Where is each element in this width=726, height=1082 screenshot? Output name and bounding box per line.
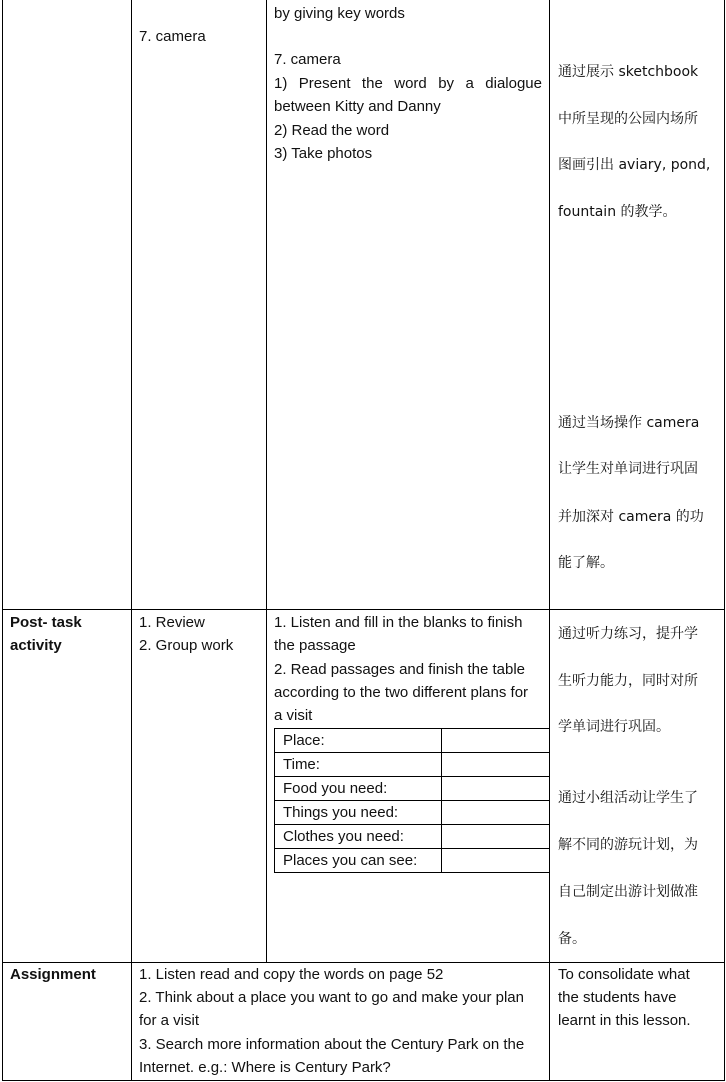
row1-proc-line-4: 2) Read the word (274, 122, 390, 139)
row2-purpose-b-line-1: 解不同的游玩计划，为 (558, 837, 698, 853)
plan-label-things: Things you need: (275, 801, 442, 825)
column-divider-3 (549, 0, 550, 1081)
row2-proc-line-1: the passage (274, 637, 356, 654)
row1-method: 7. camera (139, 28, 206, 45)
row3-task-line-4: Internet. e.g.: Where is Century Park? (139, 1059, 391, 1076)
table-border-bottom (2, 1080, 725, 1081)
plan-label-places: Places you can see: (275, 849, 442, 873)
plan-label-time: Time: (275, 753, 442, 777)
row2-purpose-a-line-2: 学单词进行巩固。 (558, 719, 670, 735)
row1-purpose-a-line-1: 中所呈现的公园内场所 (558, 111, 698, 127)
row1-proc-line-5: 3) Take photos (274, 145, 373, 162)
row1-proc-line-1: 7. camera (274, 51, 341, 68)
row2-purpose-a-line-0: 通过听力练习，提升学 (558, 626, 698, 642)
row1-proc-line-0: by giving key words (274, 5, 405, 22)
visit-plan-table (274, 728, 550, 873)
row2-proc-line-2: 2. Read passages and finish the table (274, 661, 526, 678)
row2-stage-line-1: activity (10, 637, 62, 654)
row-divider-1 (2, 609, 725, 610)
row2-purpose-b-line-3: 备。 (558, 931, 586, 947)
row2-purpose-b-line-0: 通过小组活动让学生了 (558, 790, 698, 806)
row2-purpose-a-line-1: 生听力能力，同时对所 (558, 673, 698, 689)
row3-task-line-2: for a visit (139, 1012, 200, 1029)
table-border-left (2, 0, 3, 1081)
row1-purpose-a-line-3: fountain 的教学。 (558, 204, 677, 220)
row1-purpose-a-line-0: 通过展示 sketchbook (558, 64, 699, 80)
row3-stage: Assignment (10, 966, 96, 983)
column-divider-2 (266, 0, 267, 962)
row3-purpose-line-0: To consolidate what (558, 966, 690, 983)
row2-proc-line-3: according to the two different plans for (274, 684, 529, 701)
table-border-right (724, 0, 725, 1081)
row2-method-line-0: 1. Review (139, 614, 205, 631)
plan-label-food: Food you need: (275, 777, 442, 801)
table-row (275, 825, 550, 849)
table-row (275, 729, 550, 753)
row3-purpose-line-1: the students have (558, 989, 677, 1006)
row1-purpose-b-line-1: 让学生对单词进行巩固 (558, 461, 698, 477)
row2-stage-line-0: Post- task (10, 614, 82, 631)
plan-value-places (442, 849, 550, 873)
plan-value-food (442, 777, 550, 801)
row1-proc-line-2: 1) Present the word by a dialogue (274, 75, 542, 92)
row1-proc-line-3: between Kitty and Danny (274, 98, 441, 115)
column-divider-1 (131, 0, 132, 1081)
row1-purpose-a-line-2: 图画引出 aviary, pond, (558, 157, 711, 173)
table-row (275, 849, 550, 873)
row3-purpose-line-2: learnt in this lesson. (558, 1012, 691, 1029)
row3-task-line-0: 1. Listen read and copy the words on page 52 (139, 966, 444, 983)
row1-purpose-b-line-0: 通过当场操作 camera (558, 415, 700, 431)
plan-value-place (442, 729, 550, 753)
plan-label-place: Place: (275, 729, 442, 753)
table-row (275, 801, 550, 825)
table-row (275, 777, 550, 801)
row3-task-line-1: 2. Think about a place you want to go and make your plan (139, 989, 524, 1006)
table-row (275, 753, 550, 777)
row1-purpose-b-line-2: 并加深对 camera 的功 (558, 509, 704, 525)
plan-label-clothes: Clothes you need: (275, 825, 442, 849)
plan-value-things (442, 801, 550, 825)
row2-purpose-b-line-2: 自己制定出游计划做准 (558, 884, 698, 900)
row2-proc-line-0: 1. Listen and fill in the blanks to finish (274, 614, 523, 631)
row3-task-line-3: 3. Search more information about the Century Park on the (139, 1036, 525, 1053)
plan-value-clothes (442, 825, 550, 849)
row2-proc-line-4: a visit (274, 707, 313, 724)
plan-value-time (442, 753, 550, 777)
row1-purpose-b-line-3: 能了解。 (558, 555, 614, 571)
row2-method-line-1: 2. Group work (139, 637, 234, 654)
